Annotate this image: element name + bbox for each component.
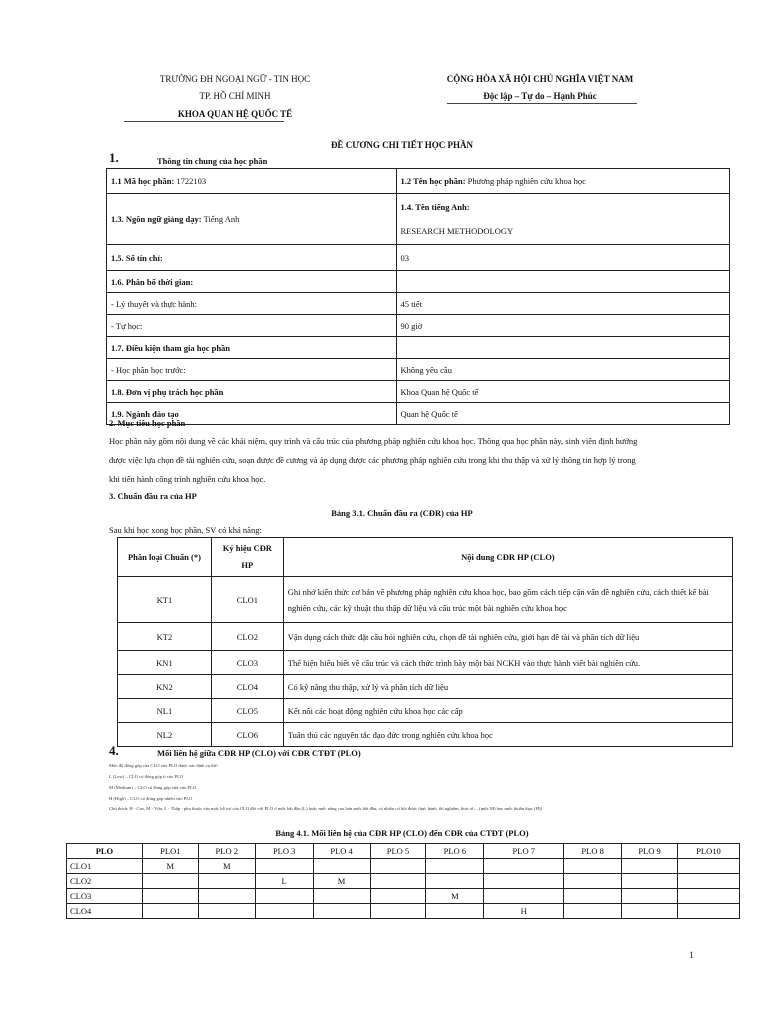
plo-header: PLO 8 (564, 844, 622, 859)
course-code-cell: 1.1 Mã học phần: 1722103 (107, 169, 397, 194)
table41-caption: Bảng 4.1. Mối liên hệ của CĐR HP (CLO) đến CĐR của CTĐT (PLO) (275, 828, 529, 838)
plo-header: PLO 4 (313, 844, 370, 859)
matrix-cell (564, 904, 622, 919)
matrix-cell (198, 889, 255, 904)
credits-label: 1.5. Số tín chỉ: (107, 245, 397, 271)
matrix-cell (255, 889, 313, 904)
clo-code: CLO2 (211, 623, 283, 651)
section1-number: 1. (109, 150, 119, 165)
conditions-empty (396, 337, 730, 359)
matrix-cell (564, 889, 622, 904)
university-name: TRƯỜNG ĐH NGOẠI NGỮ - TIN HỌC (159, 74, 311, 84)
matrix-cell (198, 874, 255, 889)
section2-title: 2. Mục tiêu học phần (109, 418, 186, 428)
matrix-cell: M (142, 859, 198, 874)
conditions-label: 1.7. Điều kiện tham gia học phần (107, 337, 397, 359)
language-cell: 1.3. Ngôn ngữ giảng dạy: Tiếng Anh (107, 194, 397, 245)
clo-header-content: Nội dung CĐR HP (CLO) (283, 538, 732, 577)
section3-title: 3. Chuẩn đầu ra của HP (109, 491, 197, 501)
country-name: CỘNG HÒA XÃ HỘI CHỦ NGHĨA VIỆT NAM (446, 74, 634, 84)
matrix-cell (426, 859, 484, 874)
section4-number: 4. (109, 743, 119, 758)
clo-code: CLO6 (211, 723, 283, 747)
clo-content: Ghi nhớ kiến thức cơ bản về phương pháp nghiên cứu khoa học, bao gồm cách tiếp cận vấn đề nghiên cứu, cách thiết kế bài nghiên cứu, các kỹ thuật thu thập dữ liệu và cấu trúc một bài nghiên cứu khoa học (283, 577, 732, 623)
header-left-rule (124, 121, 284, 122)
clo-header-code: Ký hiệu CĐR HP (211, 538, 283, 577)
matrix-cell (370, 874, 426, 889)
matrix-cell (198, 904, 255, 919)
major-label: 1.9. Ngành đào tạo (107, 403, 397, 425)
header-right-rule (447, 103, 637, 104)
matrix-row-label: CLO3 (67, 889, 143, 904)
city-name: TP. HỒ CHÍ MINH (199, 91, 271, 101)
course-name-cell: 1.2 Tên học phần: Phương pháp nghiên cứu khoa học (396, 169, 730, 194)
matrix-cell (677, 904, 739, 919)
matrix-cell: M (426, 889, 484, 904)
clo-code: CLO3 (211, 651, 283, 675)
matrix-cell (564, 874, 622, 889)
matrix-cell (370, 904, 426, 919)
matrix-cell: L (255, 874, 313, 889)
plo-header: PLO (67, 844, 143, 859)
matrix-cell (370, 859, 426, 874)
clo-type: NL1 (118, 699, 212, 723)
section3-intro: Sau khi học xong học phần, SV có khả năng: (109, 525, 262, 535)
matrix-row-label: CLO4 (67, 904, 143, 919)
matrix-cell: M (198, 859, 255, 874)
theory-value: 45 tiết (396, 293, 730, 315)
plo-header: PLO 9 (622, 844, 678, 859)
matrix-cell (484, 874, 564, 889)
matrix-row-label: CLO1 (67, 859, 143, 874)
section4-notes: Mức độ đóng góp của CLO vào PLO được xác định cụ thể: L (Low) – CLO có đóng góp ít vào PLO M (Medium) – CLO có đóng góp vừa vào PLO H (High) – CLO có đóng góp nhiều vào PLO Chú thích: H - Cao, M - Vừa, L - Thấp - phụ thuộc vào mức hỗ trợ của CLO đối với PLO ở mức bắt đầu (L) hoặc mức nâng cao hơn mức bắt đầu, có nhiều cơ hội được thực hành, thí nghiệm, thực tế,... (mức M) hay mức thuần thục (H)) (109, 763, 543, 811)
clo-content: Thể hiện hiểu biết về cấu trúc và cách thức trình bày một bài NCKH vào thực hành viết bài nghiên cứu. (283, 651, 732, 675)
matrix-cell (313, 889, 370, 904)
clo-code: CLO4 (211, 675, 283, 699)
matrix-cell (426, 904, 484, 919)
clo-type: KN1 (118, 651, 212, 675)
matrix-cell: M (313, 874, 370, 889)
matrix-cell (564, 859, 622, 874)
matrix-cell (484, 859, 564, 874)
matrix-cell (142, 904, 198, 919)
section1-title: Thông tin chung của học phần (157, 156, 268, 166)
matrix-cell (622, 904, 678, 919)
matrix-cell (313, 859, 370, 874)
plo-header: PLO10 (677, 844, 739, 859)
matrix-cell (622, 859, 678, 874)
matrix-cell (677, 889, 739, 904)
plo-header: PLO 7 (484, 844, 564, 859)
major-value: Quan hệ Quốc tế (396, 403, 730, 425)
self-study-label: - Tự học: (107, 315, 397, 337)
table31-caption: Bảng 3.1. Chuẩn đầu ra (CĐR) của HP (331, 508, 473, 518)
matrix-cell (142, 874, 198, 889)
page-number: 1 (689, 950, 694, 960)
clo-content: Tuân thủ các nguyên tắc đạo đức trong nghiên cứu khoa học (283, 723, 732, 747)
clo-content: Vận dụng cách thức đặt câu hỏi nghiên cứu, chọn đề tài nghiên cứu, giới hạn đề tài và phân tích dữ liệu (283, 623, 732, 651)
credits-value: 03 (396, 245, 730, 271)
document-title: ĐỀ CƯƠNG CHI TIẾT HỌC PHẦN (330, 140, 474, 150)
clo-type: KT2 (118, 623, 212, 651)
matrix-cell (370, 889, 426, 904)
prereq-label: - Học phần học trước: (107, 359, 397, 381)
matrix-cell (484, 889, 564, 904)
national-motto: Độc lập – Tự do – Hạnh Phúc (483, 91, 597, 101)
time-empty (396, 271, 730, 293)
plo-header: PLO 5 (370, 844, 426, 859)
matrix-cell (622, 889, 678, 904)
matrix-cell: H (484, 904, 564, 919)
self-study-value: 90 giờ (396, 315, 730, 337)
time-label: 1.6. Phân bố thời gian: (107, 271, 397, 293)
plo-header: PLO1 (142, 844, 198, 859)
faculty-name: KHOA QUAN HỆ QUỐC TẾ (177, 109, 293, 119)
section4-title: Mối liên hệ giữa CĐR HP (CLO) với CĐR CTĐT (PLO) (157, 748, 361, 758)
matrix-cell (426, 874, 484, 889)
matrix-cell (313, 904, 370, 919)
clo-content: Có kỹ năng thu thập, xử lý và phân tích dữ liệu (283, 675, 732, 699)
plo-header: PLO 2 (198, 844, 255, 859)
clo-header-type: Phân loại Chuẩn (*) (118, 538, 212, 577)
unit-label: 1.8. Đơn vị phụ trách học phần (107, 381, 397, 403)
english-name-cell: 1.4. Tên tiếng Anh: RESEARCH METHODOLOGY (396, 194, 730, 245)
plo-header: PLO 6 (426, 844, 484, 859)
matrix-row-label: CLO2 (67, 874, 143, 889)
matrix-cell (255, 904, 313, 919)
clo-table (117, 537, 733, 747)
clo-code: CLO5 (211, 699, 283, 723)
clo-content: Kết nối các hoạt động nghiên cứu khoa học các cấp (283, 699, 732, 723)
clo-plo-matrix (66, 843, 740, 919)
course-info-table (106, 168, 730, 425)
matrix-cell (677, 874, 739, 889)
matrix-cell (622, 874, 678, 889)
matrix-cell (677, 859, 739, 874)
matrix-cell (142, 889, 198, 904)
plo-header: PLO 3 (255, 844, 313, 859)
clo-type: NL2 (118, 723, 212, 747)
matrix-cell (255, 859, 313, 874)
theory-label: - Lý thuyết và thực hành: (107, 293, 397, 315)
prereq-value: Không yêu cầu (396, 359, 730, 381)
unit-value: Khoa Quan hệ Quốc tế (396, 381, 730, 403)
section2-paragraph: Học phần này gồm nội dung về các khái niệm, quy trình và cấu trúc của phương pháp nghiên cứu khoa học. Thông qua học phần này, sinh viên định hướng được việc lựa chọn đề tài nghiên cứu, soạn được đề cương và áp dụng được các phương pháp nghiên cứu trong khi thu thập và xử lý thông tin hợp lý trong khi tiến hành công trình nghiên cứu khoa học. (109, 436, 638, 484)
clo-code: CLO1 (211, 577, 283, 623)
clo-type: KN2 (118, 675, 212, 699)
clo-type: KT1 (118, 577, 212, 623)
